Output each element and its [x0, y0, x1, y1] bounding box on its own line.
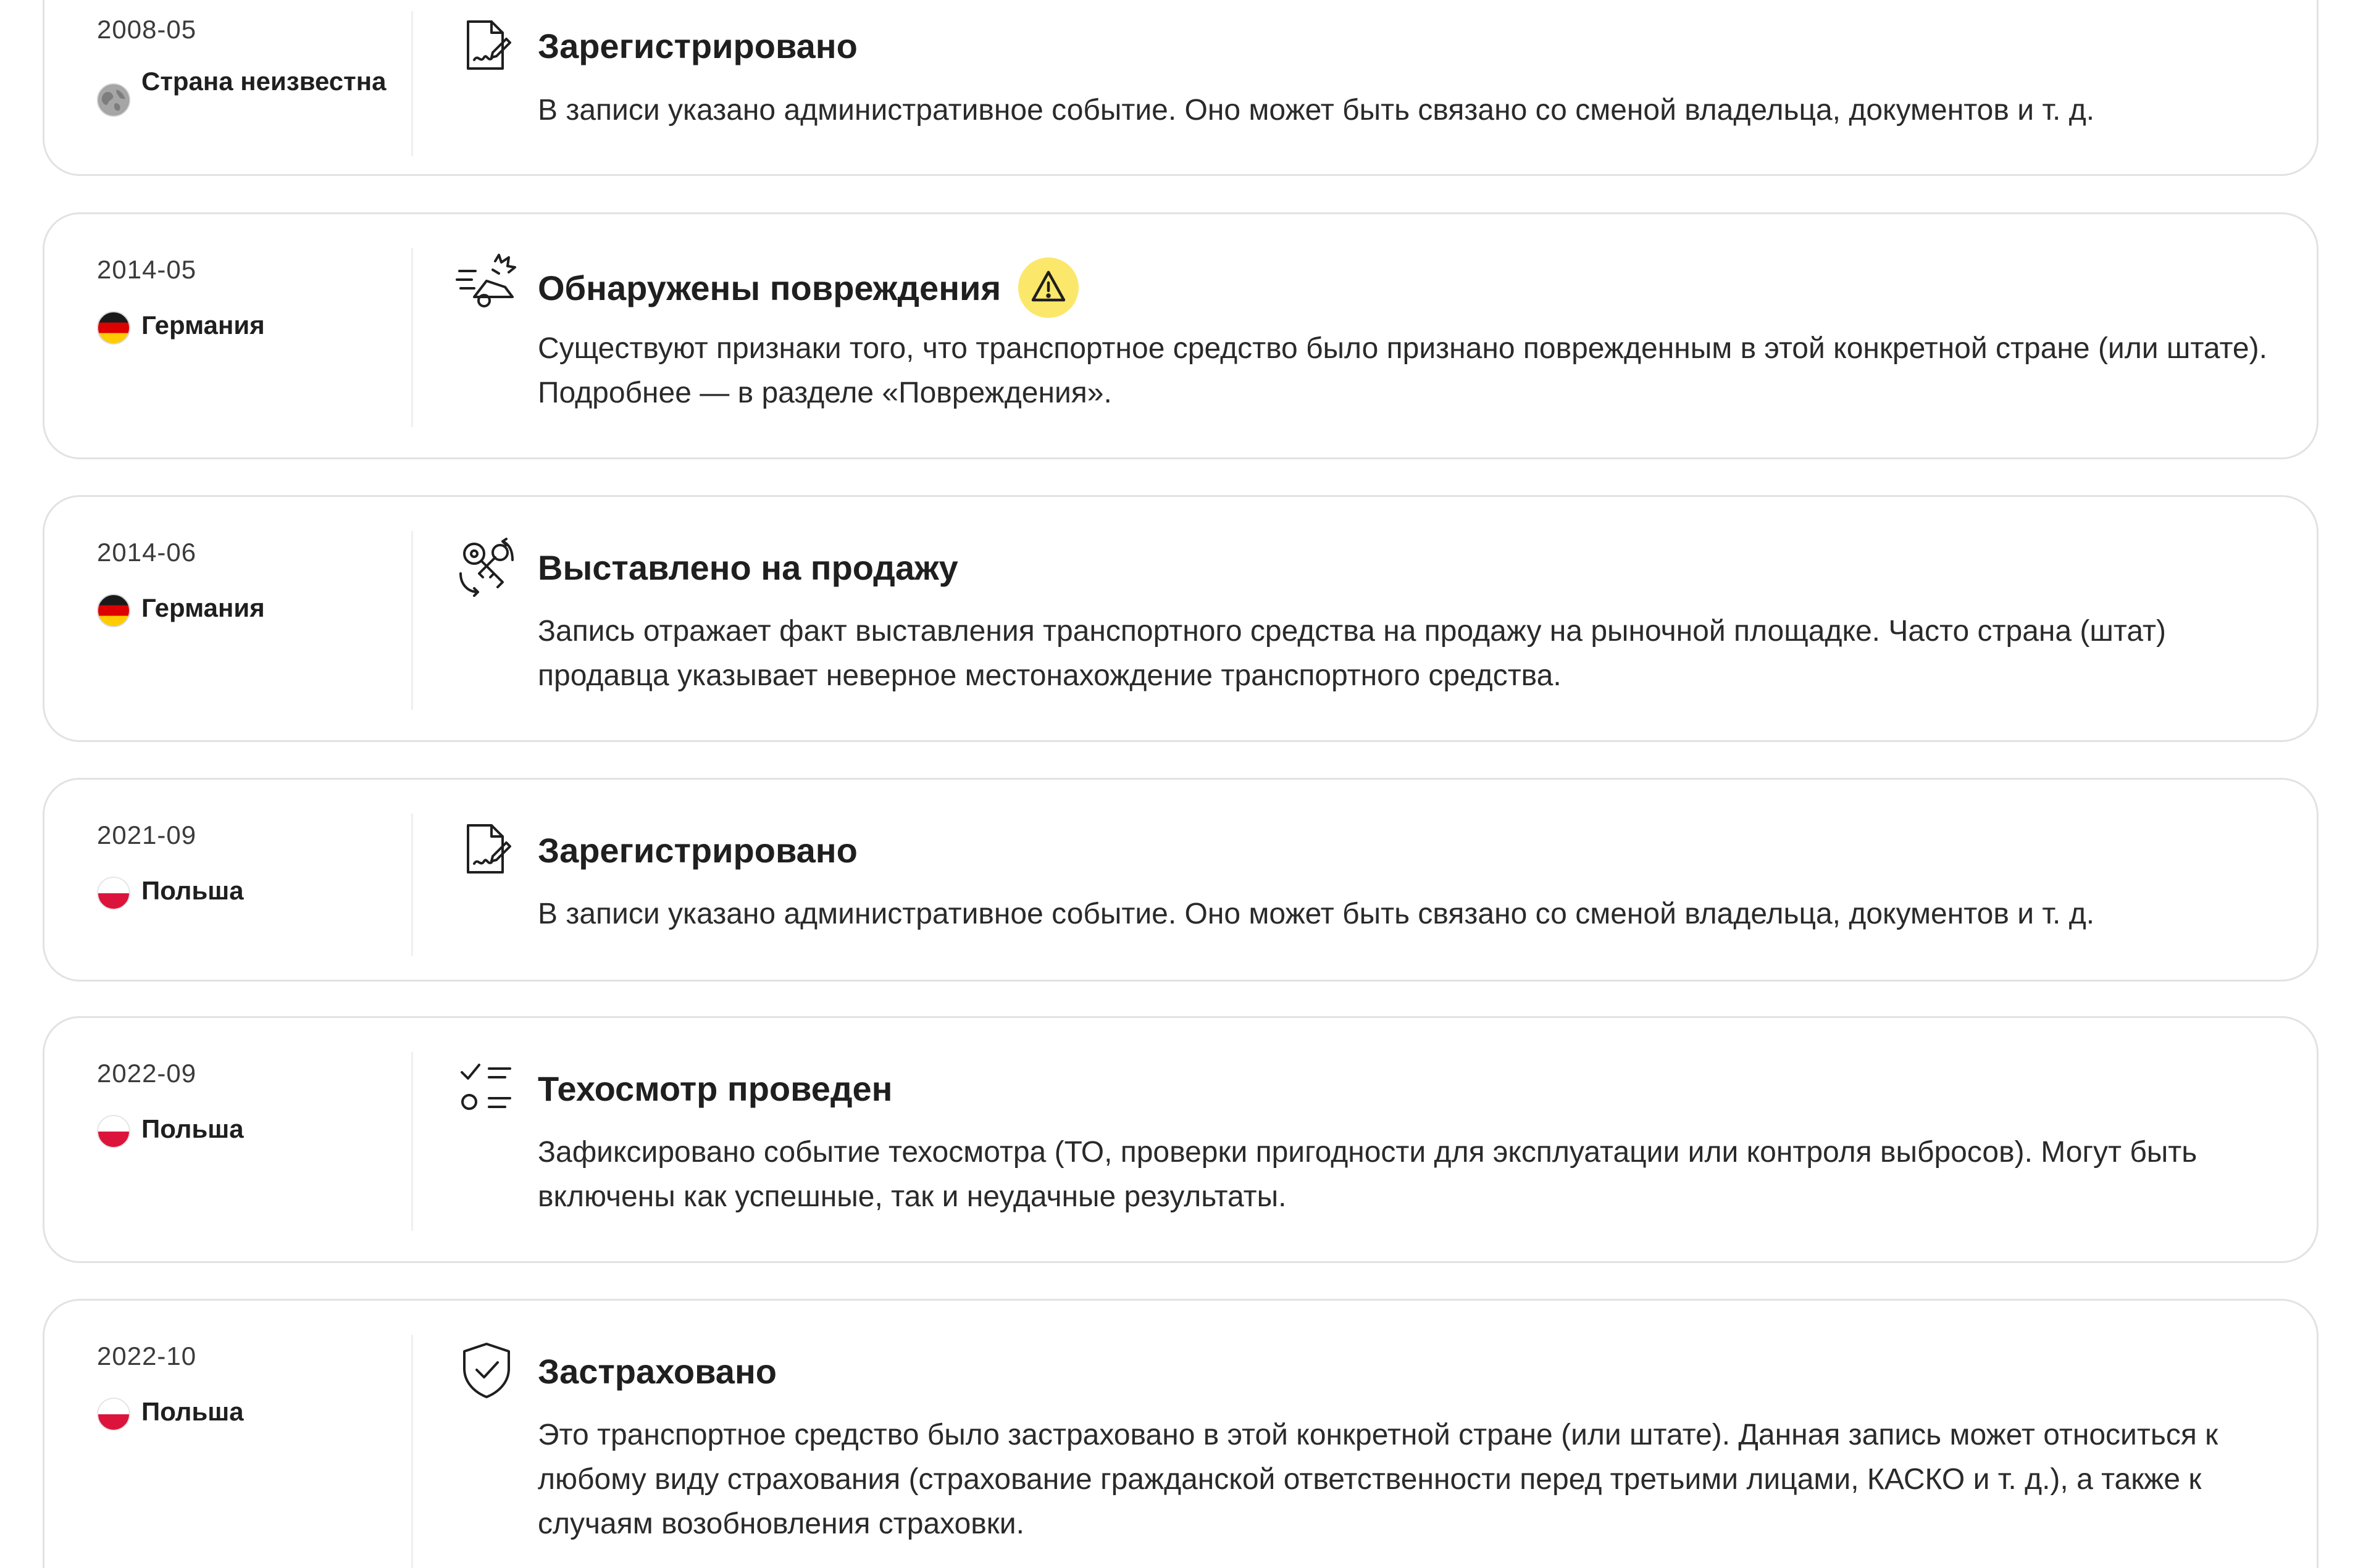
poland-flag-icon — [97, 1115, 130, 1148]
checklist-icon — [456, 1056, 517, 1118]
country-label: Германия — [141, 593, 265, 622]
event-country — [97, 1111, 406, 1147]
divider — [411, 248, 413, 427]
divider — [411, 814, 413, 956]
timeline-event-card — [43, 0, 2319, 176]
event-title: Выставлено на продажу — [538, 548, 958, 587]
warning-triangle-icon — [1030, 268, 1067, 305]
event-country — [97, 590, 406, 626]
event-country — [97, 307, 406, 343]
poland-flag-icon — [97, 877, 130, 910]
country-label: Германия — [141, 311, 265, 340]
event-description: Запись отражает факт выставления транспортного средства на продажу на рыночной площадке. Часто страна (штат) продавца указывает неверное местонахождение транспортного средства. — [538, 615, 2166, 692]
event-description: Это транспортное средство было застраховано в этой конкретной стране (или штате). Данная запись может относиться к любому виду страхования (страхование гражданской ответственности перед третьими лицами, КАСКО и т. д.), а также к случаям возобновления страховки. — [538, 1419, 2218, 1540]
document-signature-icon — [456, 14, 517, 76]
document-signature-icon — [456, 818, 517, 880]
timeline-event-card — [43, 1016, 2319, 1263]
event-country — [97, 873, 406, 909]
event-meta — [97, 14, 406, 99]
event-date: 2014-05 — [97, 255, 197, 284]
divider — [411, 11, 413, 156]
event-description: В записи указано административное событие. Оно может быть связано со сменой владельца, документов и т. д. — [538, 898, 2095, 930]
event-title: Зарегистрировано — [538, 831, 858, 870]
event-date: 2008-05 — [97, 15, 197, 44]
event-meta — [97, 537, 406, 626]
poland-flag-icon — [97, 1398, 130, 1431]
germany-flag-icon — [97, 311, 130, 344]
event-description: В записи указано административное событие. Оно может быть связано со сменой владельца, документов и т. д. — [538, 94, 2095, 127]
event-title: Зарегистрировано — [538, 27, 858, 65]
germany-flag-icon — [97, 594, 130, 627]
timeline-event-card — [43, 212, 2319, 459]
event-date: 2022-09 — [97, 1059, 197, 1088]
shield-check-icon — [456, 1339, 517, 1401]
event-title: Техосмотр проведен — [538, 1069, 893, 1108]
car-damage-icon — [456, 252, 517, 314]
timeline-event-card — [43, 778, 2319, 982]
event-date: 2021-09 — [97, 820, 197, 849]
event-meta — [97, 1341, 406, 1430]
event-country — [97, 1394, 406, 1430]
keys-exchange-icon — [456, 535, 517, 597]
country-label: Страна неизвестна — [141, 67, 387, 96]
country-label: Польша — [141, 1114, 244, 1143]
divider — [411, 1052, 413, 1231]
event-date: 2014-06 — [97, 538, 197, 567]
event-description: Зафиксировано событие техосмотра (ТО, проверки пригодности для эксплуатации или контроля выбросов). Могут быть включены как успешные, так и неудачные результаты. — [538, 1136, 2197, 1213]
event-date: 2022-10 — [97, 1341, 197, 1370]
timeline-event-card — [43, 1299, 2319, 1568]
timeline-event-card — [43, 495, 2319, 742]
event-country — [97, 64, 406, 99]
globe-icon — [97, 83, 130, 117]
warning-badge — [1018, 257, 1079, 318]
event-title — [538, 264, 1079, 318]
event-title: Застраховано — [538, 1352, 777, 1391]
country-label: Польша — [141, 1397, 244, 1426]
event-description: Существуют признаки того, что транспортное средство было признано поврежденным в этой конкретной стране (или штате). Подробнее — в разделе «Повреждения». — [538, 332, 2267, 409]
divider — [411, 531, 413, 710]
event-title-text: Обнаружены повреждения — [538, 268, 1002, 307]
event-meta — [97, 820, 406, 909]
event-meta — [97, 254, 406, 343]
divider — [411, 1335, 413, 1568]
event-meta — [97, 1058, 406, 1147]
country-label: Польша — [141, 876, 244, 905]
